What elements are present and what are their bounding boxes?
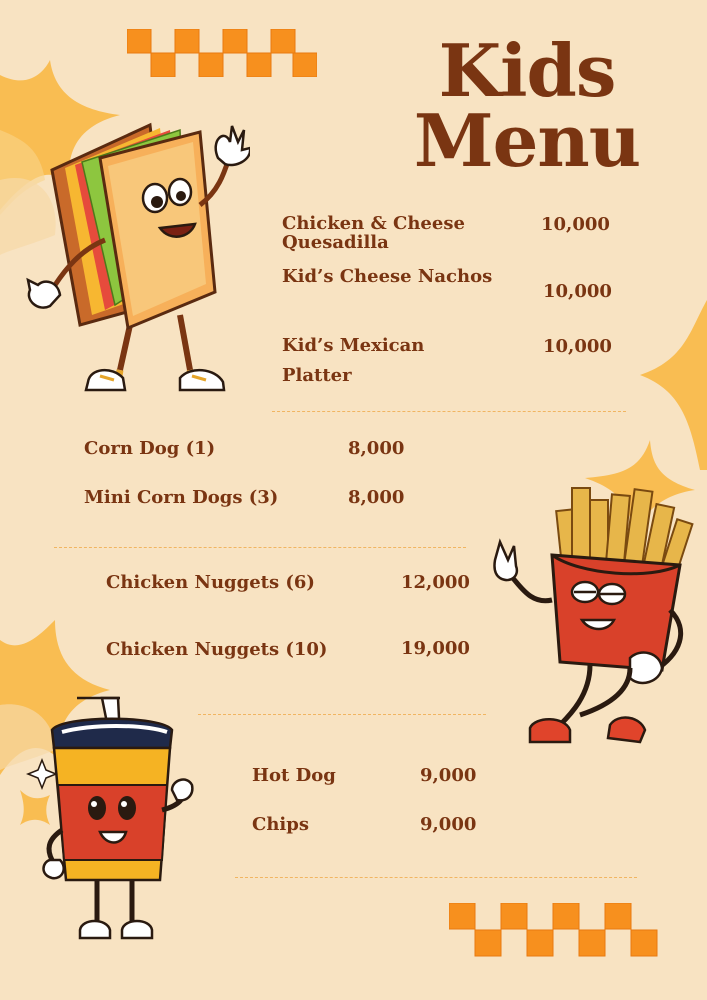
sandwich-mascot-illustration [20, 120, 250, 400]
title-line-2: Menu [413, 98, 641, 183]
menu-item-name: Chicken Nuggets (6) [106, 572, 315, 593]
menu-item-name-line-1: Kid’s Mexican [282, 335, 425, 356]
section-divider [235, 877, 637, 878]
section-divider [54, 547, 466, 548]
checker-pattern-top [127, 29, 317, 77]
menu-item-name-line-2: Platter [282, 365, 352, 386]
menu-item-price: 10,000 [543, 281, 612, 302]
menu-item-name: Chicken Nuggets (10) [106, 639, 328, 660]
soda-cup-mascot-illustration [22, 690, 222, 950]
menu-item-price: 12,000 [401, 572, 470, 593]
menu-item-name: Kid’s Cheese Nachos [282, 266, 493, 287]
menu-item-price: 10,000 [541, 214, 610, 235]
menu-item-name: Hot Dog [252, 765, 336, 786]
menu-item-price: 8,000 [348, 487, 405, 508]
menu-item-price: 8,000 [348, 438, 405, 459]
checker-pattern-bottom [449, 903, 663, 957]
menu-item-name: Chips [252, 814, 309, 835]
fries-mascot-illustration [490, 480, 707, 770]
page-title [402, 28, 652, 183]
section-divider [198, 714, 486, 715]
menu-item-price: 9,000 [420, 765, 477, 786]
title-line-1: Kids [438, 28, 616, 113]
menu-item-price: 9,000 [420, 814, 477, 835]
menu-item-price: 10,000 [543, 336, 612, 357]
menu-item-name: Corn Dog (1) [84, 438, 216, 459]
menu-item-price: 19,000 [401, 638, 470, 659]
section-divider [272, 411, 626, 412]
menu-item-name: Chicken & Cheese Quesadilla [282, 213, 465, 253]
menu-item-name: Mini Corn Dogs (3) [84, 487, 279, 508]
